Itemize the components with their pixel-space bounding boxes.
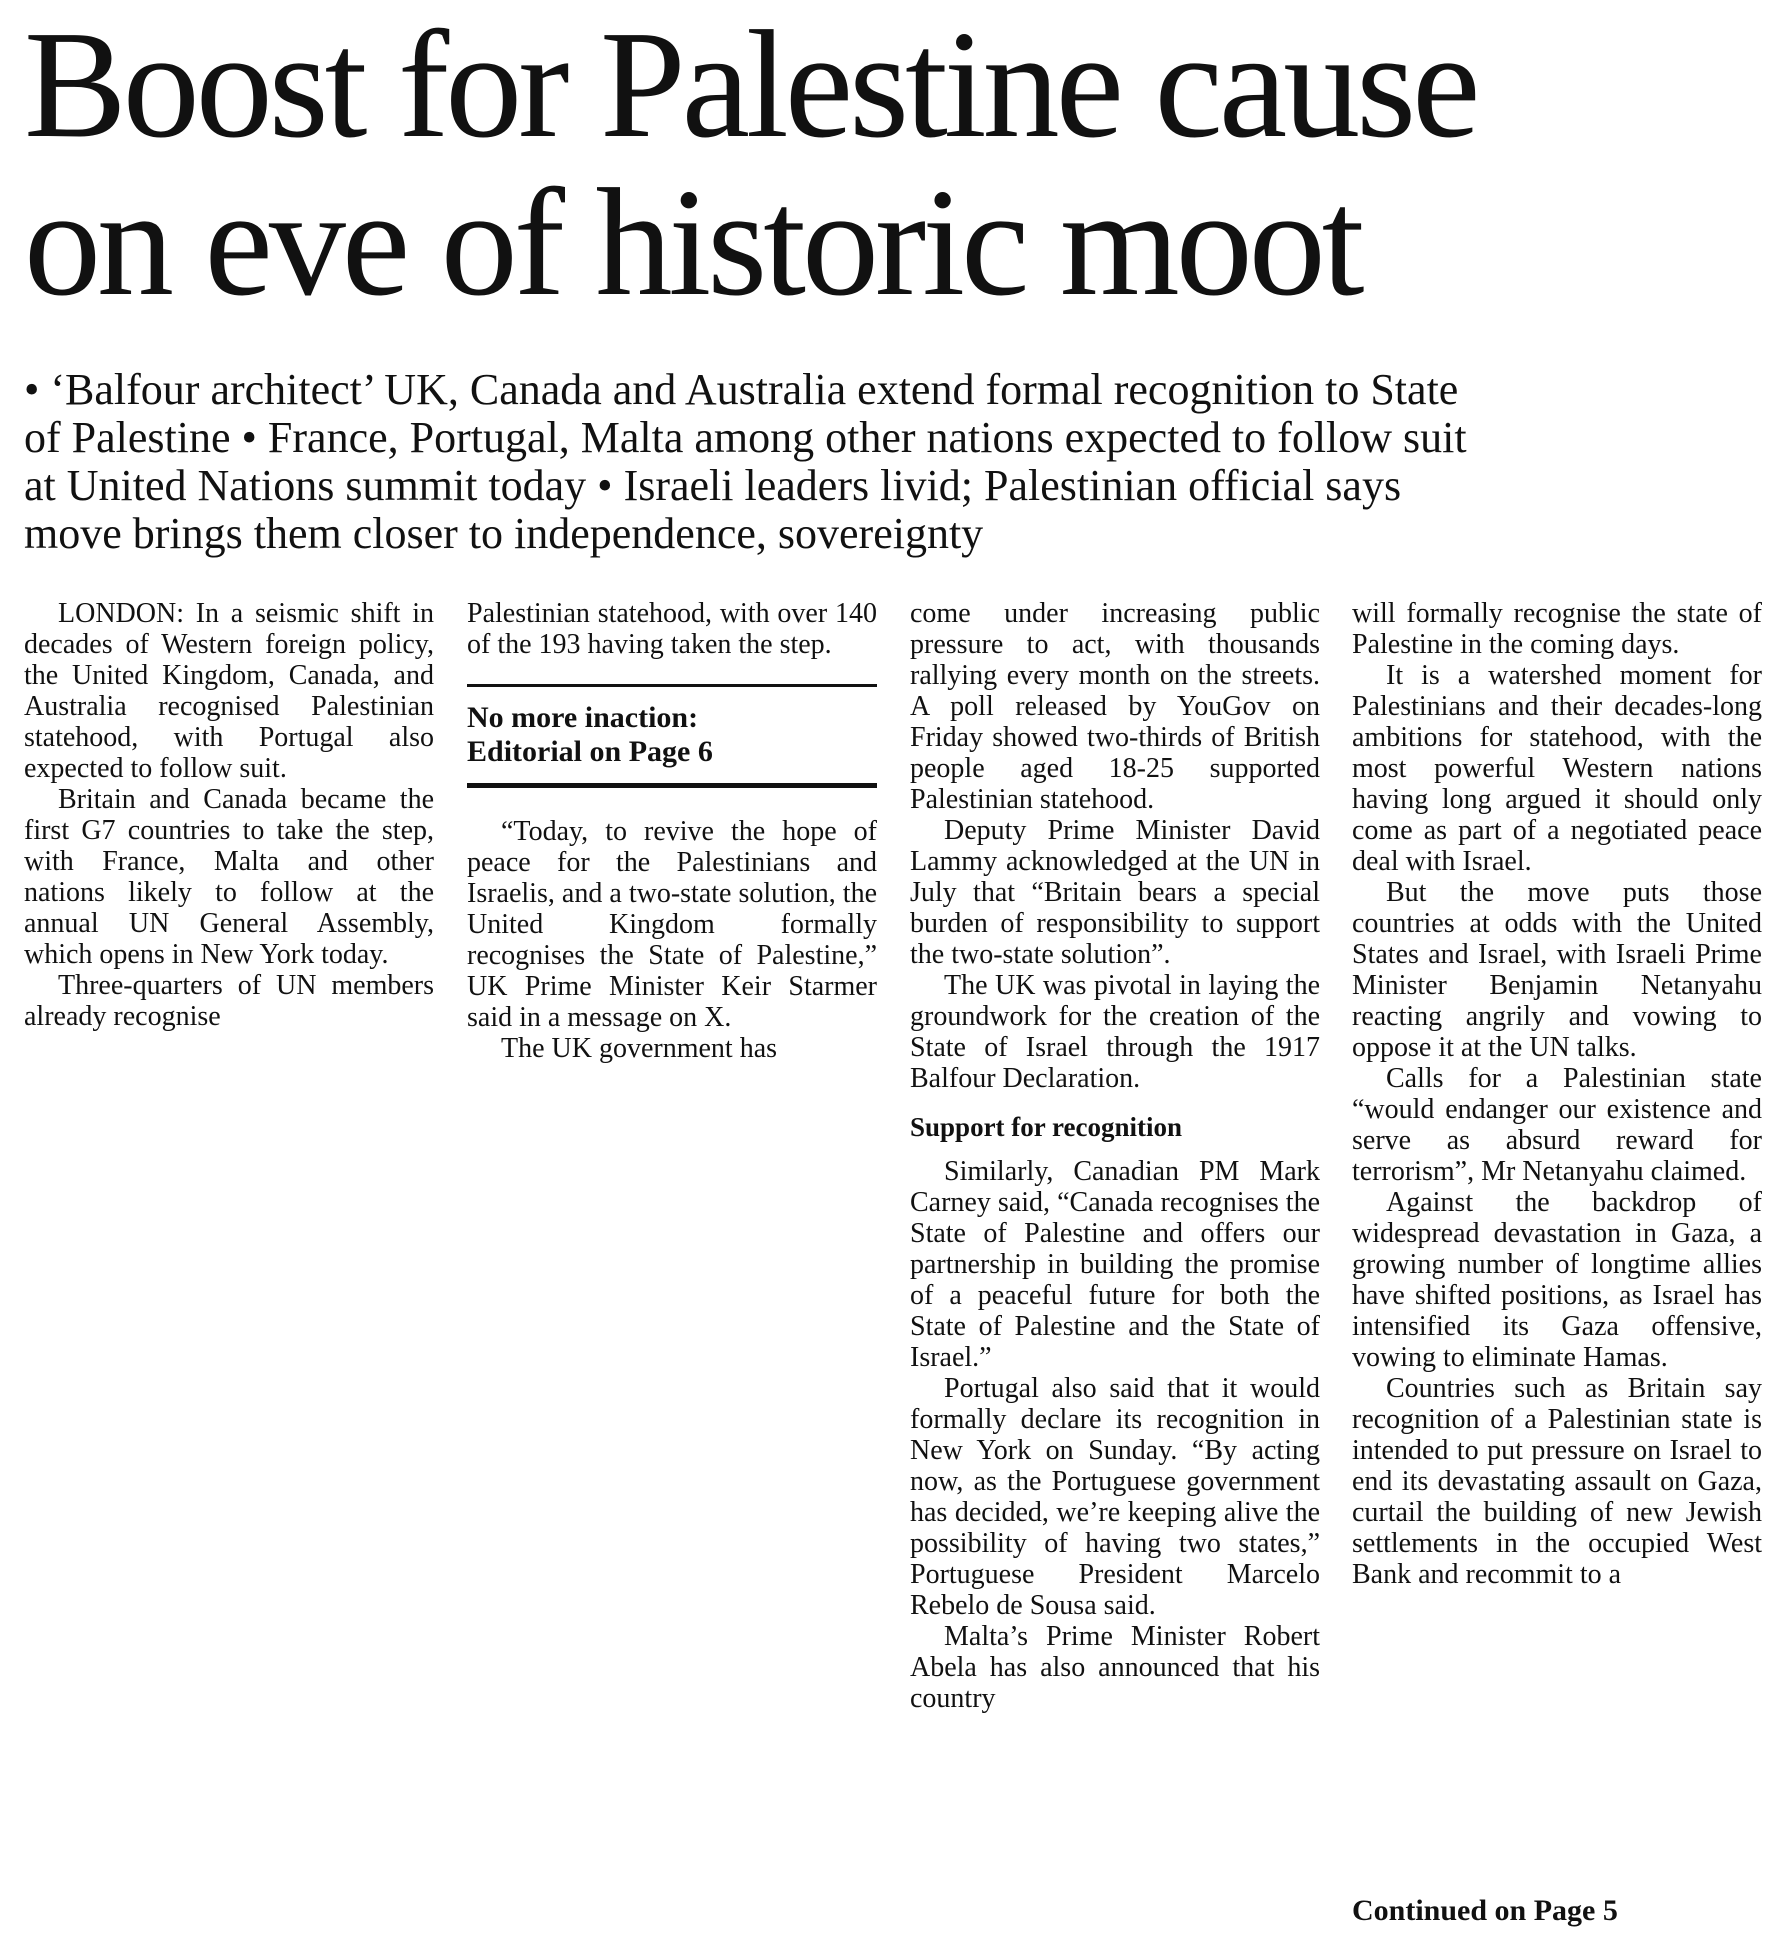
editorial-box-line: Editorial on Page 6 (467, 735, 713, 768)
paragraph: Similarly, Canadian PM Mark Carney said, “Canada recognises the State of Palestine and offers our partnership in building the promise of a peaceful future for both the State of Palestine and the State of Israel.” (910, 1156, 1320, 1373)
paragraph: Calls for a Palestinian state “would endanger our existence and serve as absurd reward for terrorism”, Mr Netanyahu claimed. (1352, 1063, 1762, 1187)
paragraph: Palestinian statehood, with over 140 of the 193 having taken the step. (467, 598, 877, 660)
standfirst-line: move brings them closer to independence, sovereignty (24, 509, 984, 558)
paragraph: The UK was pivotal in laying the groundwork for the creation of the State of Israel through the 1917 Balfour Declaration. (910, 970, 1320, 1094)
standfirst-line: at United Nations summit today • Israeli leaders livid; Palestinian official says (24, 461, 1402, 510)
paragraph: Malta’s Prime Minister Robert Abela has also announced that his country (910, 1621, 1320, 1714)
article-column-4 (1352, 598, 1762, 1590)
paragraph: Portugal also said that it would formally declare its recognition in New York on Sunday. “By acting now, as the Portuguese government has decided, we’re keeping alive the possibility of having two states,” Portuguese President Marcelo Rebelo de Sousa said. (910, 1373, 1320, 1621)
standfirst (24, 366, 1764, 558)
paragraph: Britain and Canada became the first G7 countries to take the step, with France, Malta and other nations likely to follow at the annual UN General Assembly, which opens in New York today. (24, 784, 434, 970)
paragraph: But the move puts those countries at odds with the United States and Israel, with Israeli Prime Minister Benjamin Netanyahu reacting angrily and vowing to oppose it at the UN talks. (1352, 877, 1762, 1063)
paragraph: Against the backdrop of widespread devastation in Gaza, a growing number of longtime allies have shifted positions, as Israel has intensified its Gaza offensive, vowing to eliminate Hamas. (1352, 1187, 1762, 1373)
paragraph: will formally recognise the state of Palestine in the coming days. (1352, 598, 1762, 660)
editorial-reference-box[interactable] (467, 684, 877, 788)
headline (24, 0, 1764, 328)
paragraph: “Today, to revive the hope of peace for the Palestinians and Israelis, and a two-state solution, the United Kingdom formally recognises the State of Palestine,” UK Prime Minister Keir Starmer said in a message on X. (467, 816, 877, 1033)
standfirst-line: of Palestine • France, Portugal, Malta among other nations expected to follow suit (24, 413, 1467, 462)
section-subhead: Support for recognition (910, 1112, 1183, 1142)
paragraph: LONDON: In a seismic shift in decades of Western foreign policy, the United Kingdom, Canada, and Australia recognised Palestinian statehood, with Portugal also expected to follow suit. (24, 598, 434, 784)
editorial-box-line: No more inaction: (467, 701, 699, 734)
paragraph: Deputy Prime Minister David Lammy acknowledged at the UN in July that “Britain bears a special burden of responsibility to support the two-state solution”. (910, 815, 1320, 970)
paragraph: Countries such as Britain say recognition of a Palestinian state is intended to put pressure on Israel to end its devastating assault on Gaza, curtail the building of new Jewish settlements in the occupied West Bank and recommit to a (1352, 1373, 1762, 1590)
article-column-3 (910, 598, 1320, 1714)
standfirst-line: • ‘Balfour architect’ UK, Canada and Australia extend formal recognition to State (24, 365, 1459, 414)
headline-line-2: on eve of historic moot (24, 158, 1361, 328)
article-column-2 (467, 598, 877, 1064)
paragraph: Three-quarters of UN members already recognise (24, 970, 434, 1032)
paragraph: It is a watershed moment for Palestinians and their decades-long ambitions for statehood, with the most powerful Western nations having long argued it should only come as part of a negotiated peace deal with Israel. (1352, 660, 1762, 877)
article-column-1 (24, 598, 434, 1032)
headline-line-1: Boost for Palestine cause (24, 0, 1477, 170)
paragraph: The UK government has (501, 1033, 778, 1064)
paragraph: come under increasing public pressure to act, with thousands rallying every month on the streets. A poll released by YouGov on Friday showed two-thirds of British people aged 18-25 supported Palestinian statehood. (910, 598, 1320, 815)
continued-on-page-link[interactable]: Continued on Page 5 (1352, 1894, 1618, 1927)
